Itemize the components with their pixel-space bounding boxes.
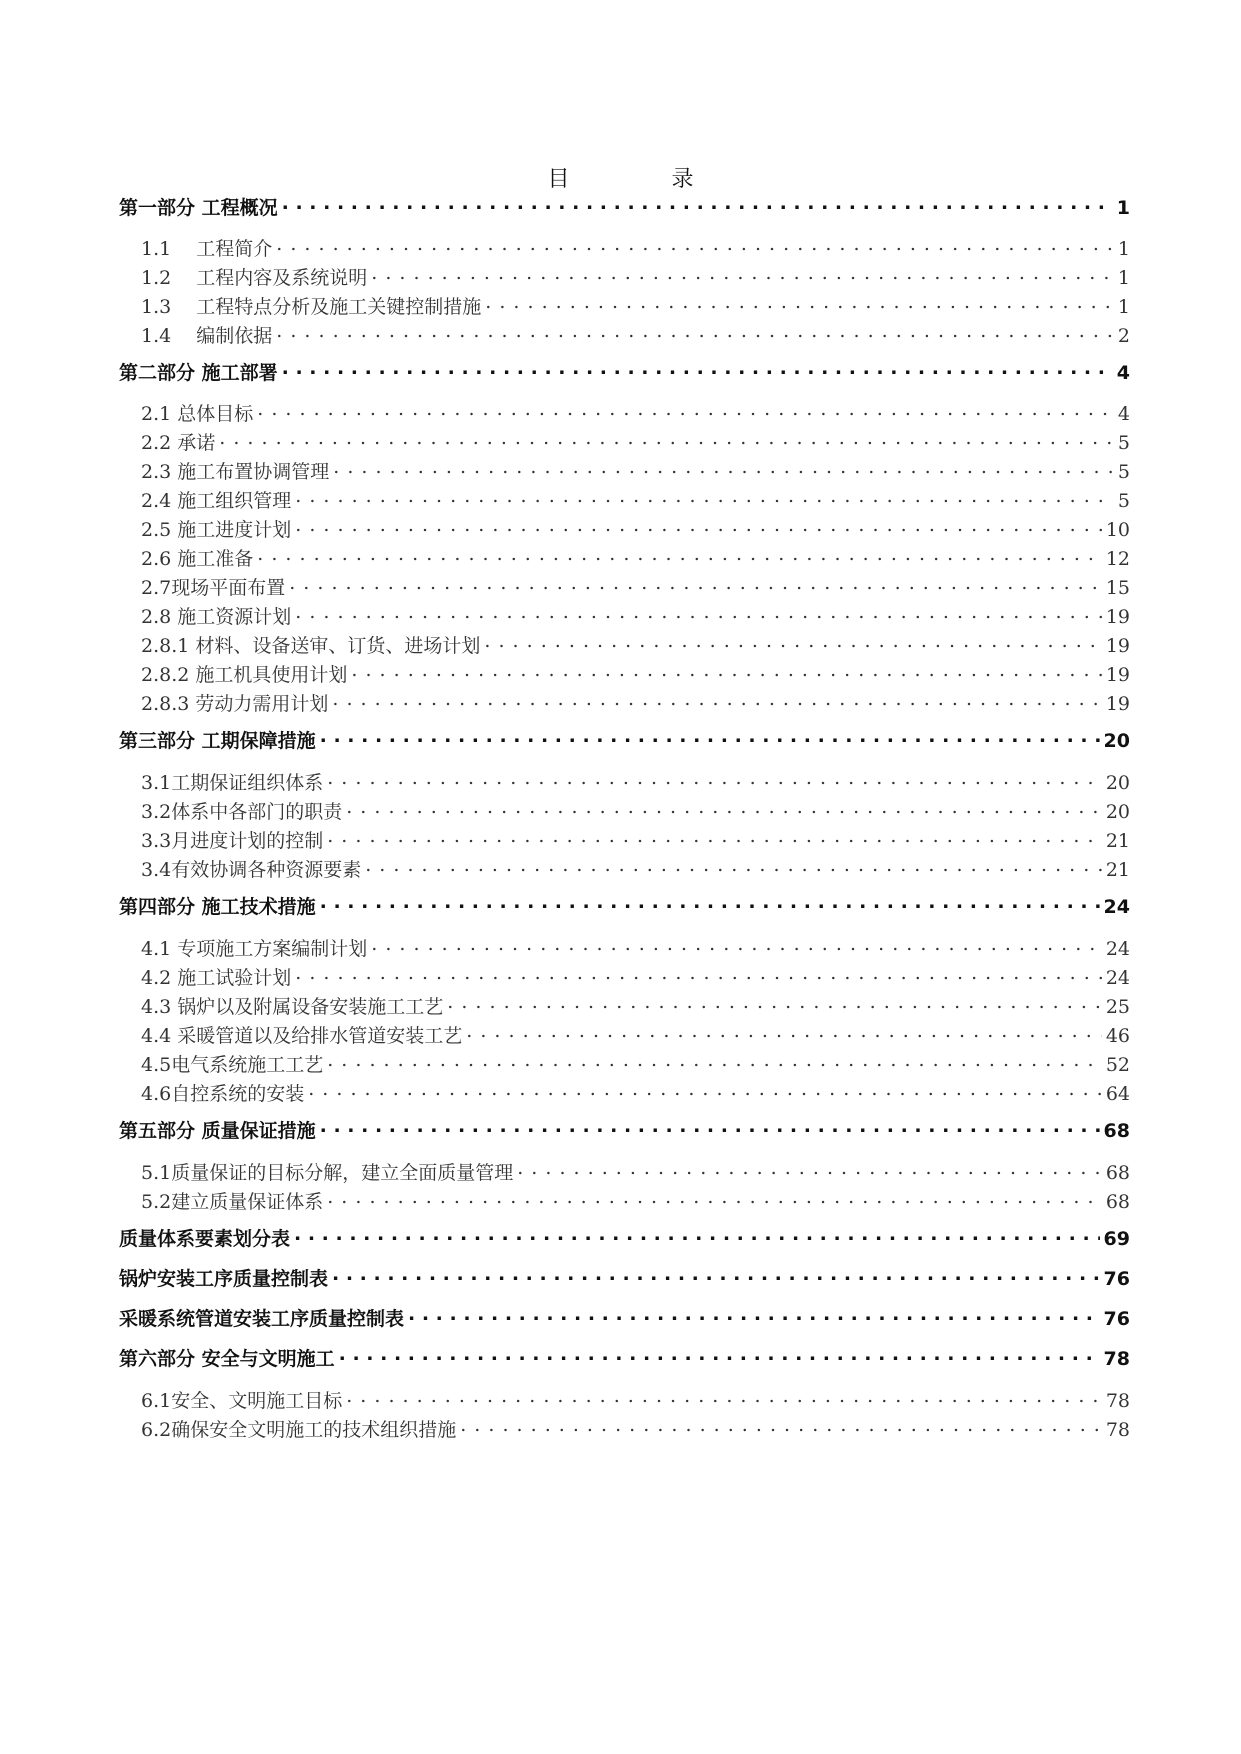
toc-page-number: 52 xyxy=(1105,1054,1130,1076)
toc-entry-label: 质量体系要素划分表 xyxy=(119,1228,291,1250)
toc-entry-label: 1.4 编制依据 xyxy=(141,325,273,347)
toc-page-number: 19 xyxy=(1105,635,1130,657)
toc-page-number: 21 xyxy=(1105,830,1130,852)
toc-entry-label: 第一部分 工程概况 xyxy=(119,197,278,219)
toc-entry-label: 2.3 施工布置协调管理 xyxy=(141,461,330,483)
toc-entry-label: 2.1 总体目标 xyxy=(141,403,254,425)
toc-subsection-entry[interactable] xyxy=(119,457,1130,484)
toc-page-number: 68 xyxy=(1105,1162,1130,1184)
toc-dot-leader xyxy=(295,517,1102,536)
toc-entry-label: 第六部分 安全与文明施工 xyxy=(119,1348,335,1370)
toc-page-number: 76 xyxy=(1103,1268,1130,1290)
toc-dot-leader xyxy=(327,1052,1102,1071)
toc-entry-label: 6.2确保安全文明施工的技术组织措施 xyxy=(141,1419,457,1441)
toc-entry-label: 5.2建立质量保证体系 xyxy=(141,1191,324,1213)
toc-page-number: 20 xyxy=(1103,730,1130,752)
toc-subsection-entry[interactable] xyxy=(119,515,1130,542)
toc-dot-leader xyxy=(276,323,1112,342)
toc-entry-label: 第四部分 施工技术措施 xyxy=(119,896,316,918)
toc-page-number: 68 xyxy=(1105,1191,1130,1213)
toc-dot-leader xyxy=(276,236,1112,255)
toc-dot-leader xyxy=(371,265,1112,284)
toc-page-number: 24 xyxy=(1105,938,1130,960)
toc-page-number: 21 xyxy=(1105,859,1130,881)
toc-dot-leader xyxy=(346,1388,1102,1407)
toc-entry-label: 1.1 工程简介 xyxy=(141,238,273,260)
toc-entry-label: 2.8.1 材料、设备送审、订货、进场计划 xyxy=(141,635,481,657)
toc-page-number: 78 xyxy=(1105,1419,1130,1441)
toc-page-number: 5 xyxy=(1117,490,1130,512)
toc-page-number: 19 xyxy=(1105,664,1130,686)
toc-entry-label: 3.1工期保证组织体系 xyxy=(141,772,324,794)
toc-entry-label: 4.4 采暖管道以及给排水管道安装工艺 xyxy=(141,1025,463,1047)
toc-page-number: 24 xyxy=(1105,967,1130,989)
toc-dot-leader xyxy=(282,195,1112,214)
toc-entry-label: 2.4 施工组织管理 xyxy=(141,490,292,512)
toc-entry-label: 第五部分 质量保证措施 xyxy=(119,1120,316,1142)
toc-dot-leader xyxy=(365,857,1102,876)
toc-subsection-entry[interactable] xyxy=(119,963,1130,990)
toc-entry-label: 锅炉安装工序质量控制表 xyxy=(119,1268,329,1290)
toc-page-number: 15 xyxy=(1105,577,1130,599)
toc-page-number: 78 xyxy=(1103,1348,1130,1370)
toc-dot-leader xyxy=(282,360,1112,379)
toc-page-number: 4 xyxy=(1116,362,1130,384)
toc-subsection-entry[interactable] xyxy=(119,292,1130,319)
toc-section-entry[interactable] xyxy=(119,1224,1130,1251)
toc-section-entry[interactable] xyxy=(119,1304,1130,1331)
toc-page-number: 68 xyxy=(1103,1120,1130,1142)
toc-subsection-entry[interactable] xyxy=(119,486,1130,513)
toc-entry-label: 5.1质量保证的目标分解，建立全面质量管理 xyxy=(141,1162,514,1184)
toc-page-number: 4 xyxy=(1117,403,1130,425)
toc-dot-leader xyxy=(517,1160,1102,1179)
toc-entry-label: 3.4有效协调各种资源要素 xyxy=(141,859,362,881)
toc-entry-label: 3.3月进度计划的控制 xyxy=(141,830,324,852)
toc-dot-leader xyxy=(295,965,1102,984)
toc-page-number: 46 xyxy=(1105,1025,1130,1047)
toc-entry-label: 2.2 承诺 xyxy=(141,432,216,454)
toc-entry-label: 4.5电气系统施工工艺 xyxy=(141,1054,324,1076)
toc-subsection-entry[interactable] xyxy=(119,826,1130,853)
toc-entry-label: 2.6 施工准备 xyxy=(141,548,254,570)
toc-subsection-entry[interactable] xyxy=(119,321,1130,348)
toc-section-entry[interactable] xyxy=(119,892,1130,919)
toc-page-number: 78 xyxy=(1105,1390,1130,1412)
toc-dot-leader xyxy=(320,894,1100,913)
toc-dot-leader xyxy=(320,1118,1100,1137)
toc-page-number: 20 xyxy=(1105,801,1130,823)
toc-entry-label: 4.2 施工试验计划 xyxy=(141,967,292,989)
toc-page-number: 10 xyxy=(1105,519,1130,541)
toc-dot-leader xyxy=(294,1226,1100,1245)
toc-dot-leader xyxy=(408,1306,1100,1325)
toc-page-number: 1 xyxy=(1117,267,1130,289)
toc-page-number: 64 xyxy=(1105,1083,1130,1105)
toc-page-number: 76 xyxy=(1103,1308,1130,1330)
toc-page-number: 24 xyxy=(1103,896,1130,918)
toc-entry-label: 第二部分 施工部署 xyxy=(119,362,278,384)
toc-page-number: 12 xyxy=(1105,548,1130,570)
toc-entry-label: 2.8.3 劳动力需用计划 xyxy=(141,693,329,715)
toc-dot-leader xyxy=(327,770,1102,789)
toc-subsection-entry[interactable] xyxy=(119,768,1130,795)
toc-subsection-entry[interactable] xyxy=(119,399,1130,426)
toc-subsection-entry[interactable] xyxy=(119,1021,1130,1048)
toc-section-entry[interactable] xyxy=(119,1116,1130,1143)
toc-page-number: 5 xyxy=(1117,461,1130,483)
toc-dot-leader xyxy=(332,691,1101,710)
toc-entry-label: 4.3 锅炉以及附属设备安装施工工艺 xyxy=(141,996,444,1018)
toc-subsection-entry[interactable] xyxy=(119,428,1130,455)
toc-subsection-entry[interactable] xyxy=(119,234,1130,261)
toc-subsection-entry[interactable] xyxy=(119,1187,1130,1214)
toc-entry-label: 4.1 专项施工方案编制计划 xyxy=(141,938,368,960)
toc-dot-leader xyxy=(327,828,1102,847)
toc-dot-leader xyxy=(295,488,1112,507)
toc-dot-leader xyxy=(295,604,1102,623)
toc-subsection-entry[interactable] xyxy=(119,602,1130,629)
toc-page-number: 1 xyxy=(1117,238,1130,260)
toc-section-entry[interactable] xyxy=(119,193,1130,220)
toc-page-number: 69 xyxy=(1103,1228,1130,1250)
toc-section-entry[interactable] xyxy=(119,358,1130,385)
toc-section-entry[interactable] xyxy=(119,1344,1130,1371)
toc-subsection-entry[interactable] xyxy=(119,689,1130,716)
toc-page-number: 1 xyxy=(1117,296,1130,318)
toc-page-number: 1 xyxy=(1116,197,1130,219)
toc-subsection-entry[interactable] xyxy=(119,573,1130,600)
toc-dot-leader xyxy=(339,1346,1100,1365)
toc-title: 目 录 xyxy=(547,167,734,192)
toc-entry-label: 2.7现场平面布置 xyxy=(141,577,286,599)
toc-subsection-entry[interactable] xyxy=(119,855,1130,882)
toc-page-number: 20 xyxy=(1105,772,1130,794)
toc-dot-leader xyxy=(257,546,1102,565)
toc-entry-label: 2.5 施工进度计划 xyxy=(141,519,292,541)
toc-dot-leader xyxy=(346,799,1102,818)
toc-entry-label: 2.8 施工资源计划 xyxy=(141,606,292,628)
toc-subsection-entry[interactable] xyxy=(119,631,1130,658)
toc-subsection-entry[interactable] xyxy=(119,263,1130,290)
toc-subsection-entry[interactable] xyxy=(119,797,1130,824)
toc-dot-leader xyxy=(257,401,1112,420)
toc-dot-leader xyxy=(460,1417,1102,1436)
toc-page-number: 19 xyxy=(1105,606,1130,628)
toc-entry-label: 采暖系统管道安装工序质量控制表 xyxy=(119,1308,405,1330)
toc-entry-label: 4.6自控系统的安装 xyxy=(141,1083,305,1105)
toc-dot-leader xyxy=(485,294,1112,313)
toc-page-number: 25 xyxy=(1105,996,1130,1018)
toc-page-number: 2 xyxy=(1117,325,1130,347)
toc-entry-label: 1.3 工程特点分析及施工关键控制措施 xyxy=(141,296,482,318)
toc-subsection-entry[interactable] xyxy=(119,992,1130,1019)
toc-dot-leader xyxy=(308,1081,1102,1100)
toc-subsection-entry[interactable] xyxy=(119,1079,1130,1106)
toc-dot-leader xyxy=(333,459,1112,478)
toc-entry-label: 6.1安全、文明施工目标 xyxy=(141,1390,343,1412)
toc-dot-leader xyxy=(327,1189,1102,1208)
toc-dot-leader xyxy=(484,633,1101,652)
toc-subsection-entry[interactable] xyxy=(119,1415,1130,1442)
toc-subsection-entry[interactable] xyxy=(119,1386,1130,1413)
toc-page-number: 19 xyxy=(1105,693,1130,715)
toc-entry-label: 第三部分 工期保障措施 xyxy=(119,730,316,752)
toc-section-entry[interactable] xyxy=(119,726,1130,753)
toc-page-number: 5 xyxy=(1117,432,1130,454)
toc-entry-label: 2.8.2 施工机具使用计划 xyxy=(141,664,348,686)
toc-dot-leader xyxy=(466,1023,1102,1042)
toc-dot-leader xyxy=(371,936,1102,955)
toc-subsection-entry[interactable] xyxy=(119,934,1130,961)
toc-dot-leader xyxy=(289,575,1102,594)
toc-dot-leader xyxy=(351,662,1101,681)
toc-entry-label: 3.2体系中各部门的职责 xyxy=(141,801,343,823)
toc-section-entry[interactable] xyxy=(119,1264,1130,1291)
toc-dot-leader xyxy=(447,994,1102,1013)
toc-subsection-entry[interactable] xyxy=(119,1050,1130,1077)
toc-subsection-entry[interactable] xyxy=(119,544,1130,571)
toc-subsection-entry[interactable] xyxy=(119,1158,1130,1185)
toc-subsection-entry[interactable] xyxy=(119,660,1130,687)
toc-dot-leader xyxy=(332,1266,1100,1285)
toc-entry-label: 1.2 工程内容及系统说明 xyxy=(141,267,368,289)
toc-dot-leader xyxy=(219,430,1112,449)
toc-dot-leader xyxy=(320,728,1100,747)
